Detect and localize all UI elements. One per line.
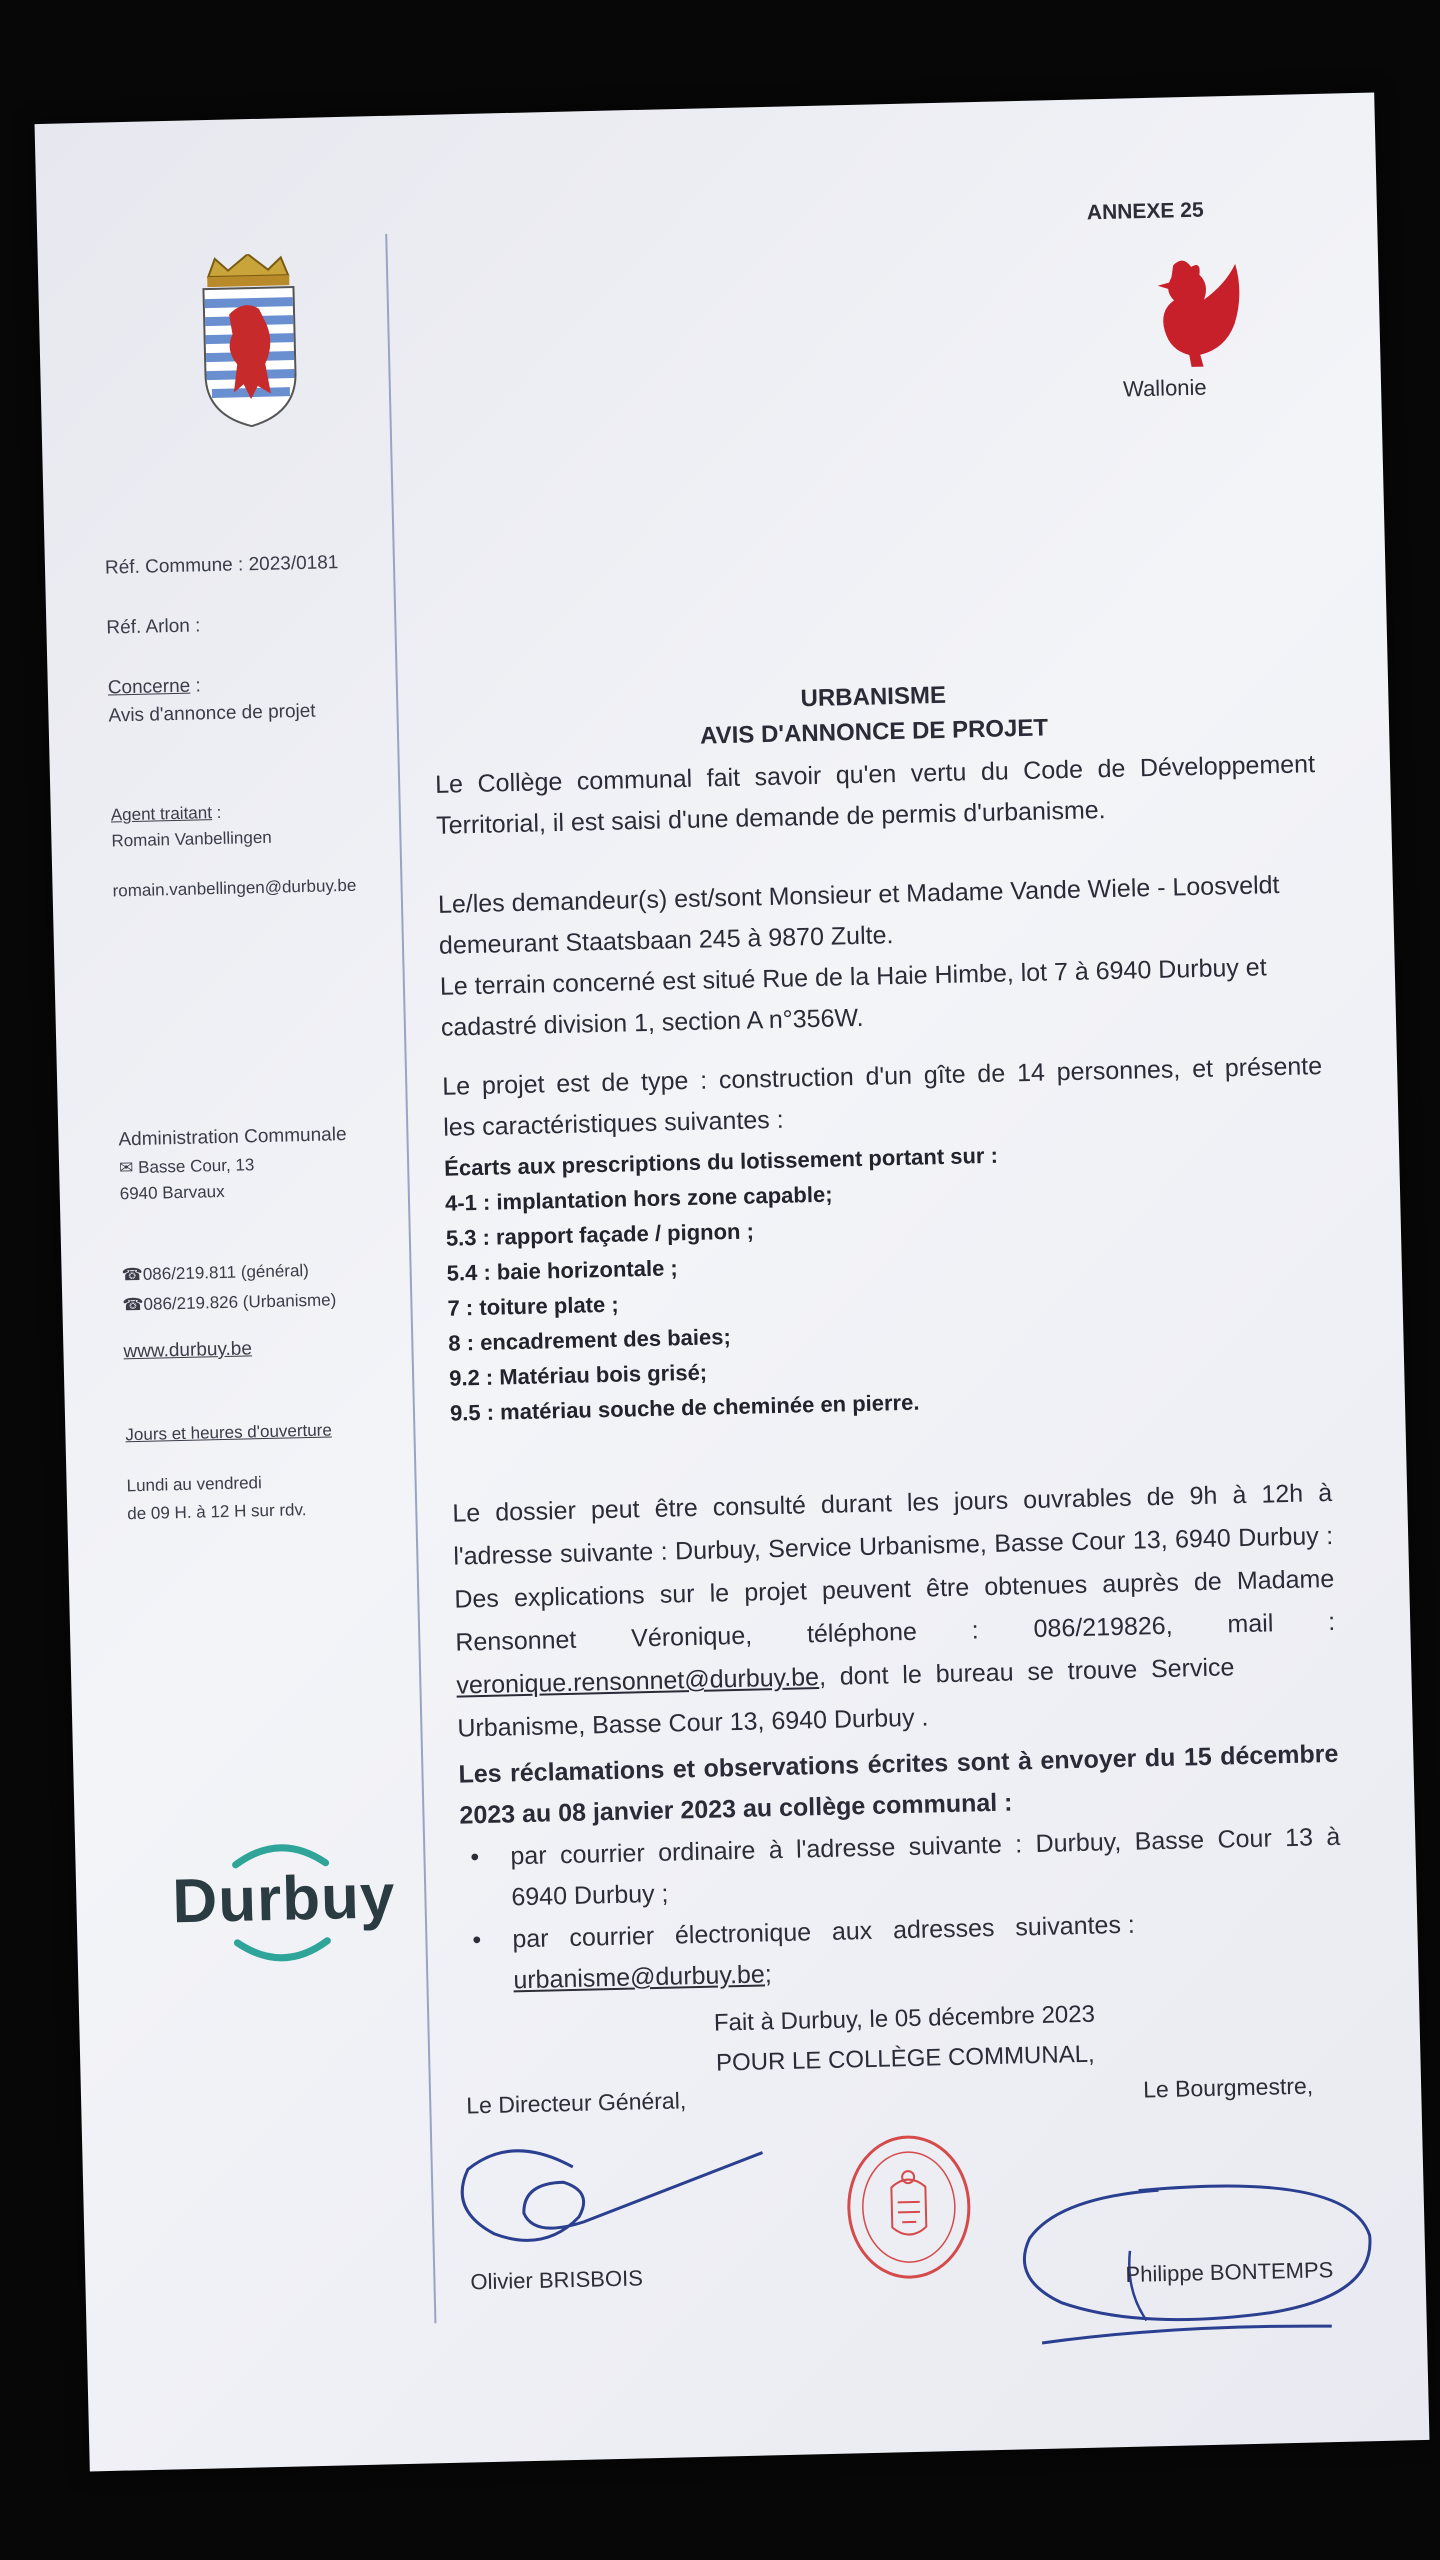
official-stamp: [840, 2131, 978, 2284]
contact-email-link[interactable]: veronique.rensonnet@durbuy.be: [456, 1663, 820, 1700]
durbuy-logo: [165, 1831, 397, 1976]
list-item: 7 : toiture plate ;: [447, 1291, 619, 1321]
admin-address2: 6940 Barvaux: [119, 1181, 225, 1204]
concerne-block: [108, 670, 316, 731]
ecarts-list: [444, 1130, 1330, 1431]
durbuy-logo-text: Durbuy: [171, 1862, 397, 1937]
envelope-icon: ✉: [118, 1158, 134, 1178]
annex-label: ANNEXE 25: [1086, 198, 1204, 225]
dossier-line5: , dont le bureau se trouve Service: [818, 1653, 1235, 1692]
reclamations-line2: 2023 au 08 janvier 2023 au collège communal :: [459, 1788, 1013, 1830]
agent-name: Romain Vanbellingen: [111, 827, 272, 851]
bullet2-end: ;: [764, 1960, 773, 1989]
website-link[interactable]: www.durbuy.be: [123, 1338, 253, 1363]
ref-arlon: Réf. Arlon :: [106, 615, 201, 639]
coat-of-arms-icon: [193, 253, 307, 431]
directeur-title: Le Directeur Général,: [466, 2087, 687, 2119]
bullet1-line1: par courrier ordinaire à l'adresse suivante : Durbuy, Basse Cour 13 à: [510, 1822, 1341, 1871]
sidebar: [35, 116, 435, 2471]
project-line2: les caractéristiques suivantes :: [442, 1105, 784, 1142]
concerne-label: Concerne: [107, 675, 191, 699]
bullet2-line1: par courrier électronique aux adresses suivantes :: [512, 1910, 1136, 1954]
admin-block: [118, 1120, 348, 1207]
concerne-suffix: :: [189, 675, 202, 697]
phone-block: [121, 1255, 336, 1320]
title-avis: AVIS D'ANNONCE DE PROJET: [699, 714, 1049, 750]
ref-commune: Réf. Commune : 2023/0181: [104, 552, 339, 579]
dossier-line1: Le dossier peut être consulté durant les jours ouvrables de 9h à 12h à: [452, 1478, 1333, 1528]
bourgmestre-name: Philippe BONTEMPS: [1125, 2257, 1334, 2288]
agent-block: [111, 797, 357, 905]
list-item: 5.4 : baie horizontale ;: [446, 1255, 678, 1286]
dossier-line6: Urbanisme, Basse Cour 13, 6940 Durbuy .: [457, 1703, 929, 1743]
directeur-name: Olivier BRISBOIS: [470, 2265, 644, 2295]
wallonie-label: Wallonie: [1122, 374, 1207, 402]
dossier-line3: Des explications sur le projet peuvent être obtenues auprès de Madame: [454, 1564, 1335, 1614]
applicant-paragraph: [438, 864, 1322, 1049]
project-line1: Le projet est de type : construction d'un gîte de 14 personnes, et présente: [441, 1052, 1323, 1101]
admin-title: Administration Communale: [118, 1124, 347, 1151]
terrain-line2: cadastré division 1, section A n°356W.: [440, 1003, 864, 1042]
hours-title: Jours et heures d'ouverture: [125, 1420, 333, 1445]
title-urbanisme: URBANISME: [800, 681, 947, 713]
applicant-line1: Le/les demandeur(s) est/sont Monsieur et Madame Vande Wiele - Loosveldt: [437, 870, 1280, 919]
intro-line1: Le Collège communal fait savoir qu'en vertu du Code de Développement: [434, 750, 1316, 799]
hours-line2: de 09 H. à 12 H sur rdv.: [127, 1500, 307, 1524]
dossier-paragraph: [452, 1472, 1338, 1751]
document-page: [35, 93, 1430, 2472]
bourgmestre-title: Le Bourgmestre,: [1142, 2072, 1314, 2103]
concerne-value: Avis d'annonce de projet: [108, 700, 316, 727]
list-item: 9.5 : matériau souche de cheminée en pierre.: [449, 1389, 920, 1426]
agent-label: Agent traitant: [110, 803, 213, 825]
phone-general: 086/219.811 (général): [142, 1260, 310, 1284]
bullet-glyph: •: [470, 1843, 480, 1872]
intro-line2: Territorial, il est saisi d'une demande de permis d'urbanisme.: [435, 796, 1106, 840]
wallonie-rooster-icon: [1143, 254, 1246, 371]
phone-icon: ☎: [122, 1294, 144, 1315]
signature: [452, 2132, 775, 2270]
ecarts-heading: Écarts aux prescriptions du lotissement portant sur :: [443, 1142, 999, 1181]
admin-address1: Basse Cour, 13: [137, 1155, 255, 1177]
pour-line: POUR LE COLLÈGE COMMUNAL,: [715, 2040, 1095, 2077]
list-item: 4-1 : implantation hors zone capable;: [444, 1181, 833, 1216]
phone-urbanisme: 086/219.826 (Urbanisme): [143, 1290, 337, 1314]
agent-email[interactable]: romain.vanbellingen@durbuy.be: [112, 875, 357, 901]
reclamations-line1: Les réclamations et observations écrites sont à envoyer du 15 décembre: [458, 1739, 1339, 1789]
phone-icon: ☎: [121, 1264, 144, 1285]
agent-suffix: :: [211, 802, 222, 823]
intro-paragraph: [435, 744, 1317, 847]
dossier-line4: Rensonnet Véronique, téléphone : 086/219826, mail :: [455, 1607, 1336, 1657]
list-item: 8 : encadrement des baies;: [448, 1324, 732, 1356]
bullet-glyph: •: [472, 1926, 482, 1955]
dossier-line2: l'adresse suivante : Durbuy, Service Urbanisme, Basse Cour 13, 6940 Durbuy :: [453, 1521, 1334, 1571]
applicant-line2: demeurant Staatsbaan 245 à 9870 Zulte.: [438, 921, 894, 960]
hours-line1: Lundi au vendredi: [126, 1473, 262, 1496]
list-item: 9.2 : Matériau bois grisé;: [448, 1359, 708, 1391]
terrain-line1: Le terrain concerné est situé Rue de la Haie Himbe, lot 7 à 6940 Durbuy et: [439, 953, 1267, 1001]
urbanisme-email-link[interactable]: urbanisme@durbuy.be: [513, 1960, 766, 1995]
bullet1-line2: 6940 Durbuy ;: [511, 1879, 669, 1912]
fait-line: Fait à Durbuy, le 05 décembre 2023: [713, 2000, 1096, 2037]
list-item: 5.3 : rapport façade / pignon ;: [445, 1218, 755, 1251]
hours-block: [126, 1468, 306, 1528]
